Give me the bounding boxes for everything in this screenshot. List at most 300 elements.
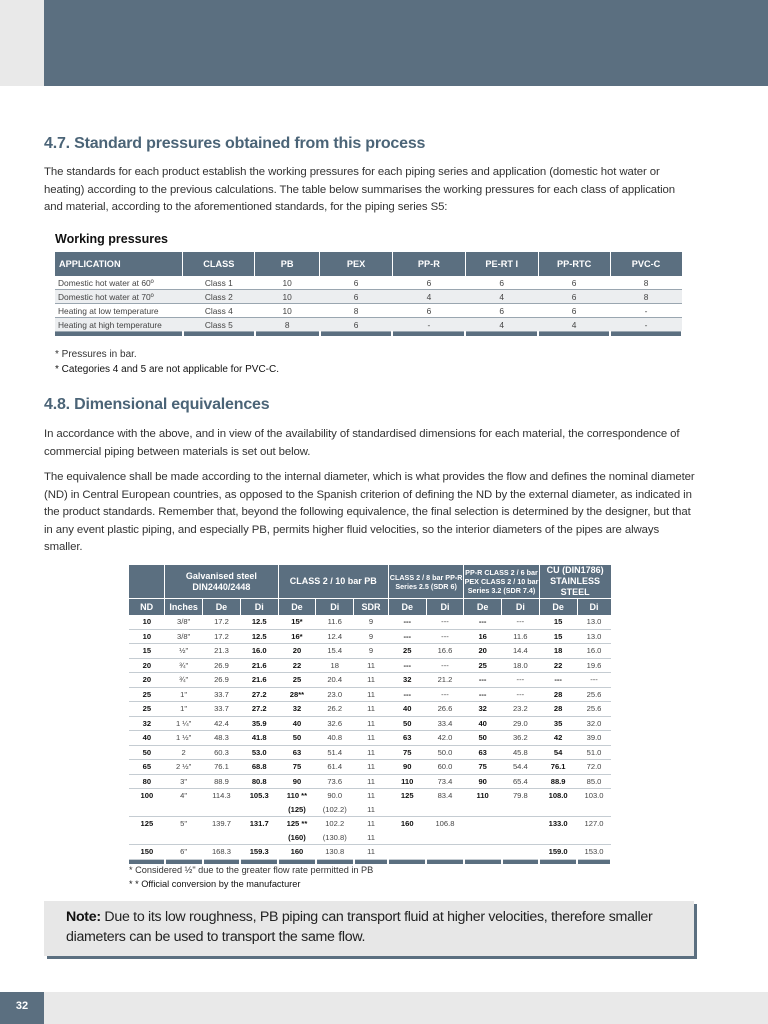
dim-table-cell: 18.0 (512, 660, 528, 670)
wp-table-row (55, 276, 682, 290)
dim-table-cell: 21.6 (251, 675, 267, 685)
wp-table-cell: 4 (465, 290, 538, 304)
wp-table-cell: 6 (465, 304, 538, 318)
dim-table-cell: 5" (180, 819, 188, 829)
dim-table-cell: 105.3 (249, 791, 269, 801)
dim-table-cell: 36.2 (512, 733, 528, 743)
dim-table-cell: 75 (403, 747, 412, 757)
dim-table-row (129, 803, 611, 817)
dim-table-cell: 22 (292, 660, 302, 670)
dim-table-cell: --- (441, 631, 449, 641)
dim-table-cell (388, 831, 426, 845)
dim-header-cell: De (388, 599, 426, 616)
dim-table-cell: 2 ½" (175, 762, 192, 772)
dim-table-cell: 21.2 (437, 675, 453, 685)
dim-table-cell: 85.0 (586, 776, 602, 786)
dim-table-cell: 90.0 (327, 791, 343, 801)
dim-table-cell: 110 (476, 791, 489, 801)
dim-table-cell: 160 (290, 847, 304, 857)
dim-table-cell: 3" (180, 776, 188, 786)
dim-table-row (129, 658, 611, 673)
wp-table-cell: 6 (538, 290, 610, 304)
dim-table-cell: 11.6 (513, 631, 528, 641)
dim-table-cell: 35.9 (251, 718, 267, 728)
dim-header-cell: SDR (354, 599, 389, 616)
dim-table-row (129, 789, 611, 803)
dim-table-cell: 50 (403, 718, 412, 728)
dim-table-cell: 15 (142, 646, 152, 656)
dim-table-cell (464, 803, 502, 817)
dim-table-cell: 13.0 (586, 631, 602, 641)
wp-table-cell: 10 (255, 276, 320, 290)
dim-table-cell: 88.9 (550, 776, 566, 786)
dim-table-cell: 16* (291, 631, 303, 641)
dim-table-cell: 88.9 (214, 776, 229, 786)
dim-table-cell: --- (403, 660, 412, 670)
dim-table-cell: 26.2 (327, 704, 343, 714)
dim-table-cell: 25 (478, 660, 487, 670)
dim-table-cell: 32.6 (327, 718, 343, 728)
dim-table-cell: 20.4 (327, 675, 343, 685)
dim-table-row (129, 845, 611, 860)
dim-table-cell: 22 (553, 660, 563, 670)
dim-header-cell: Di (577, 599, 611, 616)
dim-table-cell: 10 (142, 631, 152, 641)
wp-header-cell: CLASS (183, 252, 255, 276)
section-4-7-paragraph: The standards for each product establish the working pressures for each piping series and application (domestic hot water or heating) according to the previous calculations. The table below summarises the working pressures for each class of application and material, according to the aforementioned standards, for the piping series S5: (44, 166, 675, 213)
dim-table-cell: --- (403, 617, 412, 627)
dim-table-cell: 60.0 (437, 762, 453, 772)
dim-table-cell: 25 (292, 675, 302, 685)
dim-table-cell: 11 (367, 718, 375, 728)
dim-table-cell: 65 (142, 762, 152, 772)
dim-table-cell: (130.8) (322, 832, 347, 842)
dim-table-cell: 20 (142, 675, 152, 685)
note-box (44, 901, 694, 956)
dim-table-row (129, 831, 611, 845)
dim-table-cell: 103.0 (584, 791, 604, 801)
dim-table-cell (426, 845, 464, 860)
dim-table-cell: 53.0 (251, 747, 267, 757)
dim-table-row (129, 716, 611, 731)
dim-table-cell: 15 (553, 631, 563, 641)
wp-table-cell: 6 (465, 276, 538, 290)
dim-table-cell: 21.6 (251, 660, 267, 670)
dim-table-cell: 1 ½" (175, 733, 192, 743)
dim-table-cell: 160 (400, 819, 414, 829)
dim-table-cell: 28** (289, 689, 305, 699)
dim-table-cell: 35 (553, 718, 563, 728)
dim-table-cell: --- (441, 617, 449, 627)
dim-table-cell: 45.8 (512, 747, 528, 757)
dim-table-cell: 51.4 (327, 747, 343, 757)
dim-table-cell (464, 845, 502, 860)
official-conversion-note: * * Official conversion by the manufacturer (129, 879, 301, 889)
dim-table-cell: 48.3 (214, 733, 229, 743)
dim-table-cell: 102.2 (325, 819, 345, 829)
dim-table-cell: 125 (140, 819, 154, 829)
dim-table-cell: 12.4 (327, 631, 343, 641)
dim-table-cell: 28 (553, 704, 563, 714)
dim-table-cell: 29.0 (512, 718, 528, 728)
dim-table-row (129, 774, 611, 789)
wp-table-cell: 10 (255, 290, 320, 304)
dim-table-cell: 11.6 (327, 617, 342, 627)
dim-table-cell: 32 (292, 704, 302, 714)
dim-table-cell: 12.5 (251, 617, 267, 627)
dim-table-cell: 3/8" (177, 631, 191, 641)
dim-table-cell: ¾" (179, 675, 189, 685)
dim-table-cell: 16 (478, 631, 487, 641)
dim-table-cell: 40 (403, 704, 412, 714)
dim-table-cell: 63 (478, 747, 487, 757)
dim-table-cell: 75 (478, 762, 487, 772)
dim-table-cell: 28 (553, 689, 563, 699)
dim-table-cell: 106.8 (435, 819, 455, 829)
dim-table-cell: 11 (367, 804, 375, 814)
dim-table-cell: 40 (478, 718, 487, 728)
pex-header: PP-R CLASS 2 / 6 bar PEX CLASS 2 / 10 bar Series 3.2 (SDR 7.4) (464, 565, 539, 599)
dim-table-cell: 50 (478, 733, 487, 743)
dim-table-cell: 11 (367, 675, 375, 685)
wp-table-cell: Class 1 (183, 276, 255, 290)
wp-table-cell: 10 (255, 304, 320, 318)
dim-table-cell: 23.0 (327, 689, 343, 699)
dim-header-cell: Di (502, 599, 540, 616)
dim-header-cell: Di (316, 599, 354, 616)
dim-table-cell: 4" (180, 791, 188, 801)
dim-table-cell: 125 ** (286, 819, 308, 829)
section-4-8-paragraph-1: In accordance with the above, and in view of the availability of standardised dimensions for each material, the correspondence of commercial piping between materials is set out below. (44, 428, 680, 458)
wp-table-row (55, 290, 682, 304)
wp-table-cell: Heating at high temperature (55, 318, 183, 332)
dim-table-cell: 127.0 (584, 819, 604, 829)
dim-table-cell: 79.8 (512, 791, 528, 801)
dim-table-cell: 11 (367, 762, 375, 772)
wp-table-cell: 6 (320, 276, 393, 290)
dim-table-cell: 50 (292, 733, 302, 743)
dim-table-cell: 125 (400, 791, 414, 801)
dim-table-cell: 9 (368, 617, 374, 627)
dim-table-cell: 11 (367, 747, 375, 757)
note-body: Due to its low roughness, PB piping can transport fluid at higher velocities, therefore smaller diameters can be used to transport the same flow. (66, 909, 653, 945)
dim-table-row (129, 817, 611, 831)
dim-table-cell: 73.6 (327, 776, 343, 786)
dim-table-cell: 32 (142, 718, 152, 728)
dim-table-cell: 25 (403, 646, 412, 656)
wp-table-cell: 8 (320, 304, 393, 318)
cu-stainless-header: CU (DIN1786) STAINLESS STEEL (539, 565, 611, 599)
wp-table-cell: 6 (320, 318, 393, 332)
dim-header-cell: De (278, 599, 316, 616)
dim-table-cell: (125) (288, 804, 306, 814)
dim-table-cell: 32.0 (586, 718, 602, 728)
dim-table-cell: 159.3 (249, 847, 269, 857)
dim-table-cell: 73.4 (437, 776, 453, 786)
wp-table-row (55, 304, 682, 318)
dim-table-cell: 11 (367, 776, 375, 786)
dim-table-cell: --- (441, 660, 449, 670)
dim-table-cell: --- (554, 675, 562, 685)
wp-table-cell: - (610, 318, 682, 332)
dim-table-cell: 20 (142, 660, 152, 670)
dim-table-cell (502, 803, 540, 817)
dim-table-cell (129, 803, 165, 817)
dimensional-equivalences-table (129, 565, 612, 864)
dim-table-cell: 18 (553, 646, 563, 656)
dim-table-cell: 50.0 (437, 747, 453, 757)
dim-table-cell: 26.9 (214, 660, 229, 670)
wp-table-cell: 6 (538, 304, 610, 318)
dim-table-cell: 11 (367, 689, 375, 699)
dim-table-cell: 33.7 (214, 689, 229, 699)
dim-header-cell: Inches (165, 599, 203, 616)
dim-table-cell: 11 (367, 832, 375, 842)
dim-table-cell (165, 803, 203, 817)
dim-table-cell: 1 ¼" (175, 718, 192, 728)
wp-header-cell: PP-RTC (538, 252, 610, 276)
dim-table-cell: 75 (292, 762, 302, 772)
dim-table-cell (539, 831, 577, 845)
dim-table-cell: 83.4 (437, 791, 453, 801)
wp-table-cell: Heating at low temperature (55, 304, 183, 318)
dim-table-row (129, 760, 611, 775)
wp-table-cell: 4 (392, 290, 465, 304)
dim-table-cell: 33.4 (437, 718, 453, 728)
dim-table-row (129, 644, 611, 659)
dim-table-cell (426, 831, 464, 845)
dim-table-cell: 14.4 (512, 646, 528, 656)
dim-table-cell (464, 817, 502, 831)
dim-table-cell (539, 803, 577, 817)
dim-table-cell: 41.8 (251, 733, 267, 743)
dim-table-cell: 133.0 (548, 819, 568, 829)
dim-table-row (129, 687, 611, 702)
dim-table-cell: 27.2 (251, 704, 267, 714)
dim-table-cell (577, 831, 611, 845)
wp-header-cell: PB (255, 252, 320, 276)
wp-table-cell: Class 5 (183, 318, 255, 332)
dim-table-cell (165, 831, 203, 845)
wp-table-cell: Class 2 (183, 290, 255, 304)
section-4-8-paragraph-2: The equivalence shall be made according to the internal diameter, which is what provides the flow and defines the nominal diameter (ND) in Central European countries, as opposed to the Spanish criterion of defining the ND by the external diameter, as indicated in the product standards. Remember that, beyond the following equivalence, the final selection is determined by the designer, but that in any event plastic piping, and especially PB, permits higher fluid velocities, so the interior diameters of the pipes are always smaller. (44, 471, 695, 553)
wp-table-cell: 6 (538, 276, 610, 290)
dim-table-cell: 40.8 (327, 733, 343, 743)
dim-table-cell: 90 (478, 776, 487, 786)
dim-header-cell: De (464, 599, 502, 616)
dim-table-cell: 25.6 (586, 689, 602, 699)
dim-table-cell: 114.3 (212, 791, 231, 801)
dim-table-cell: 17.2 (214, 631, 229, 641)
dim-table-cell: 139.7 (211, 819, 231, 829)
galvanised-steel-header: Galvanised steel DIN2440/2448 (165, 565, 278, 599)
dim-header-cell: Di (426, 599, 464, 616)
wp-table-cell: Class 4 (183, 304, 255, 318)
dim-table-cell: 1" (180, 704, 188, 714)
dim-table-cell: 65.4 (512, 776, 528, 786)
working-pressures-header-row (55, 252, 682, 276)
dim-table-cell: 25.6 (586, 704, 602, 714)
dim-table-cell: 63 (403, 733, 412, 743)
dim-table-row (129, 745, 611, 760)
wp-header-cell: PP-R (392, 252, 465, 276)
dim-table-cell: 32 (403, 675, 412, 685)
dim-table-cell: 68.8 (251, 762, 267, 772)
dim-table-cell: 17.2 (214, 617, 229, 627)
dim-table-cell: 76.1 (550, 762, 566, 772)
dim-table-cell: 11 (367, 733, 375, 743)
dim-table-cell: 150 (140, 847, 154, 857)
dim-table-cell: 21.3 (214, 646, 229, 656)
wp-header-cell: PE-RT I (465, 252, 538, 276)
dim-table-row (129, 702, 611, 717)
wp-table-row (55, 318, 682, 332)
dim-table-cell (502, 845, 540, 860)
working-pressures-title: Working pressures (55, 232, 169, 246)
dim-table-cell: 61.4 (327, 762, 343, 772)
dim-table-cell: 131.7 (249, 819, 269, 829)
dim-table-cell: 110 ** (286, 791, 308, 801)
dim-table-cell: 168.3 (211, 847, 231, 857)
section-4-8-heading: 4.8. Dimensional equivalences (44, 396, 270, 413)
dim-table-cell: 6" (180, 847, 188, 857)
dim-table-cell: 26.6 (437, 704, 453, 714)
dim-table-cell: 72.0 (586, 762, 602, 772)
dim-table-cell: --- (478, 689, 487, 699)
note-text (66, 907, 690, 947)
wp-table-cell: 6 (392, 304, 465, 318)
dim-table-cell: 26.9 (214, 675, 229, 685)
pb-class-header: CLASS 2 / 10 bar PB (278, 565, 388, 599)
dim-table-cell (502, 831, 540, 845)
wp-table-cell: 4 (465, 318, 538, 332)
dim-table-cell: --- (516, 675, 525, 685)
page-number: 32 (0, 992, 44, 1024)
dim-table-cell: 159.0 (548, 847, 568, 857)
dim-table-cell (203, 803, 241, 817)
dim-table-cell: 27.2 (251, 689, 267, 699)
dim-table-cell: 12.5 (251, 631, 267, 641)
dim-table-cell (203, 831, 241, 845)
dim-table-cell: 9 (368, 646, 374, 656)
dim-table-cell: 60.3 (214, 747, 229, 757)
pb-flow-note: * Considered ½" due to the greater flow rate permitted in PB (129, 865, 374, 875)
dim-table-cell (129, 831, 165, 845)
wp-table-cell: - (392, 318, 465, 332)
wp-table-cell: - (610, 304, 682, 318)
note-label: Note: (66, 909, 101, 925)
dim-table-cell: 11 (367, 819, 375, 829)
dim-table-cell: 16.6 (437, 646, 453, 656)
dim-table-cell: 16.0 (586, 646, 602, 656)
dim-table-cell: 15* (291, 617, 303, 627)
wp-table-cell: Domestic hot water at 60º (55, 276, 183, 290)
dim-table-row (129, 629, 611, 644)
dim-table-cell: --- (516, 689, 525, 699)
dim-table-cell: 32 (478, 704, 487, 714)
dim-table-cell: 42.0 (437, 733, 453, 743)
dim-table-cell: 80.8 (251, 776, 267, 786)
dim-table-cell: 110 (401, 776, 414, 786)
dim-table-cell: 130.8 (325, 847, 345, 857)
wp-table-cell: 4 (538, 318, 610, 332)
pp-r-header: CLASS 2 / 8 bar PP-R Series 2.5 (SDR 6) (388, 565, 463, 599)
dim-table-cell: ¾" (179, 660, 189, 670)
dim-table-cell: 13.0 (586, 617, 602, 627)
dim-table-cell: 3/8" (177, 617, 191, 627)
dim-table-cell: --- (590, 675, 598, 685)
dim-table-cell: 76.1 (214, 762, 229, 772)
pvc-c-note: * Categories 4 and 5 are not applicable for PVC-C. (55, 364, 280, 375)
dim-table-cell: 90 (292, 776, 302, 786)
dim-table-cell: 11 (367, 791, 375, 801)
dim-table-cell: 40 (292, 718, 302, 728)
dim-table-cell: 15.4 (327, 646, 343, 656)
wp-table-cell: 8 (255, 318, 320, 332)
dim-table-cell: 19.6 (586, 660, 602, 670)
dim-table-cell: 108.0 (548, 791, 568, 801)
dim-table-cell: 16.0 (251, 646, 267, 656)
dim-table-cell: 9 (368, 631, 374, 641)
dim-table-cell: 42 (553, 733, 563, 743)
dim-table-cell (577, 803, 611, 817)
dim-table-cell (464, 831, 502, 845)
dim-table-cell: 10 (142, 617, 152, 627)
dimensional-column-headers (129, 599, 611, 616)
dim-table-cell: 11 (367, 704, 375, 714)
dim-table-cell: 54 (553, 747, 563, 757)
dim-table-row (129, 731, 611, 746)
dim-table-cell: 51.0 (586, 747, 602, 757)
dim-table-cell: 153.0 (584, 847, 604, 857)
footer-bar (44, 992, 768, 1024)
dim-table-cell: (160) (288, 832, 306, 842)
dim-table-cell (502, 817, 540, 831)
wp-header-cell: PVC-C (610, 252, 682, 276)
dim-table-cell: 1" (180, 689, 188, 699)
dim-table-cell: 33.7 (214, 704, 229, 714)
dim-table-cell: 18 (330, 660, 339, 670)
dim-table-cell: 80 (142, 776, 152, 786)
dim-table-cell: --- (478, 617, 487, 627)
wp-table-cell: 6 (320, 290, 393, 304)
wp-table-cell: Domestic hot water at 70º (55, 290, 183, 304)
dim-table-cell: --- (403, 689, 412, 699)
dim-table-cell: 90 (403, 762, 412, 772)
dim-table-cell: --- (403, 631, 412, 641)
dim-table-cell (240, 803, 278, 817)
dim-table-cell (388, 845, 426, 860)
wp-table-cell: 8 (610, 290, 682, 304)
dim-header-cell: Di (240, 599, 278, 616)
section-4-7-heading: 4.7. Standard pressures obtained from this process (44, 135, 426, 152)
wp-header-cell: APPLICATION (55, 252, 183, 276)
dim-table-row (129, 615, 611, 629)
dim-table-cell: 40 (142, 733, 152, 743)
dim-table-cell: 20 (478, 646, 487, 656)
dim-table-cell: 25 (142, 704, 152, 714)
dim-table-cell: (102.2) (322, 804, 347, 814)
dim-table-cell (388, 803, 426, 817)
dim-table-cell: 50 (142, 747, 152, 757)
dim-table-cell (426, 803, 464, 817)
dim-table-cell: 20 (292, 646, 302, 656)
dim-table-cell: 11 (367, 660, 375, 670)
dim-header-cell: De (539, 599, 577, 616)
top-left-block (0, 0, 44, 86)
dim-table-cell: 2 (181, 747, 186, 757)
dim-table-cell: --- (516, 617, 525, 627)
